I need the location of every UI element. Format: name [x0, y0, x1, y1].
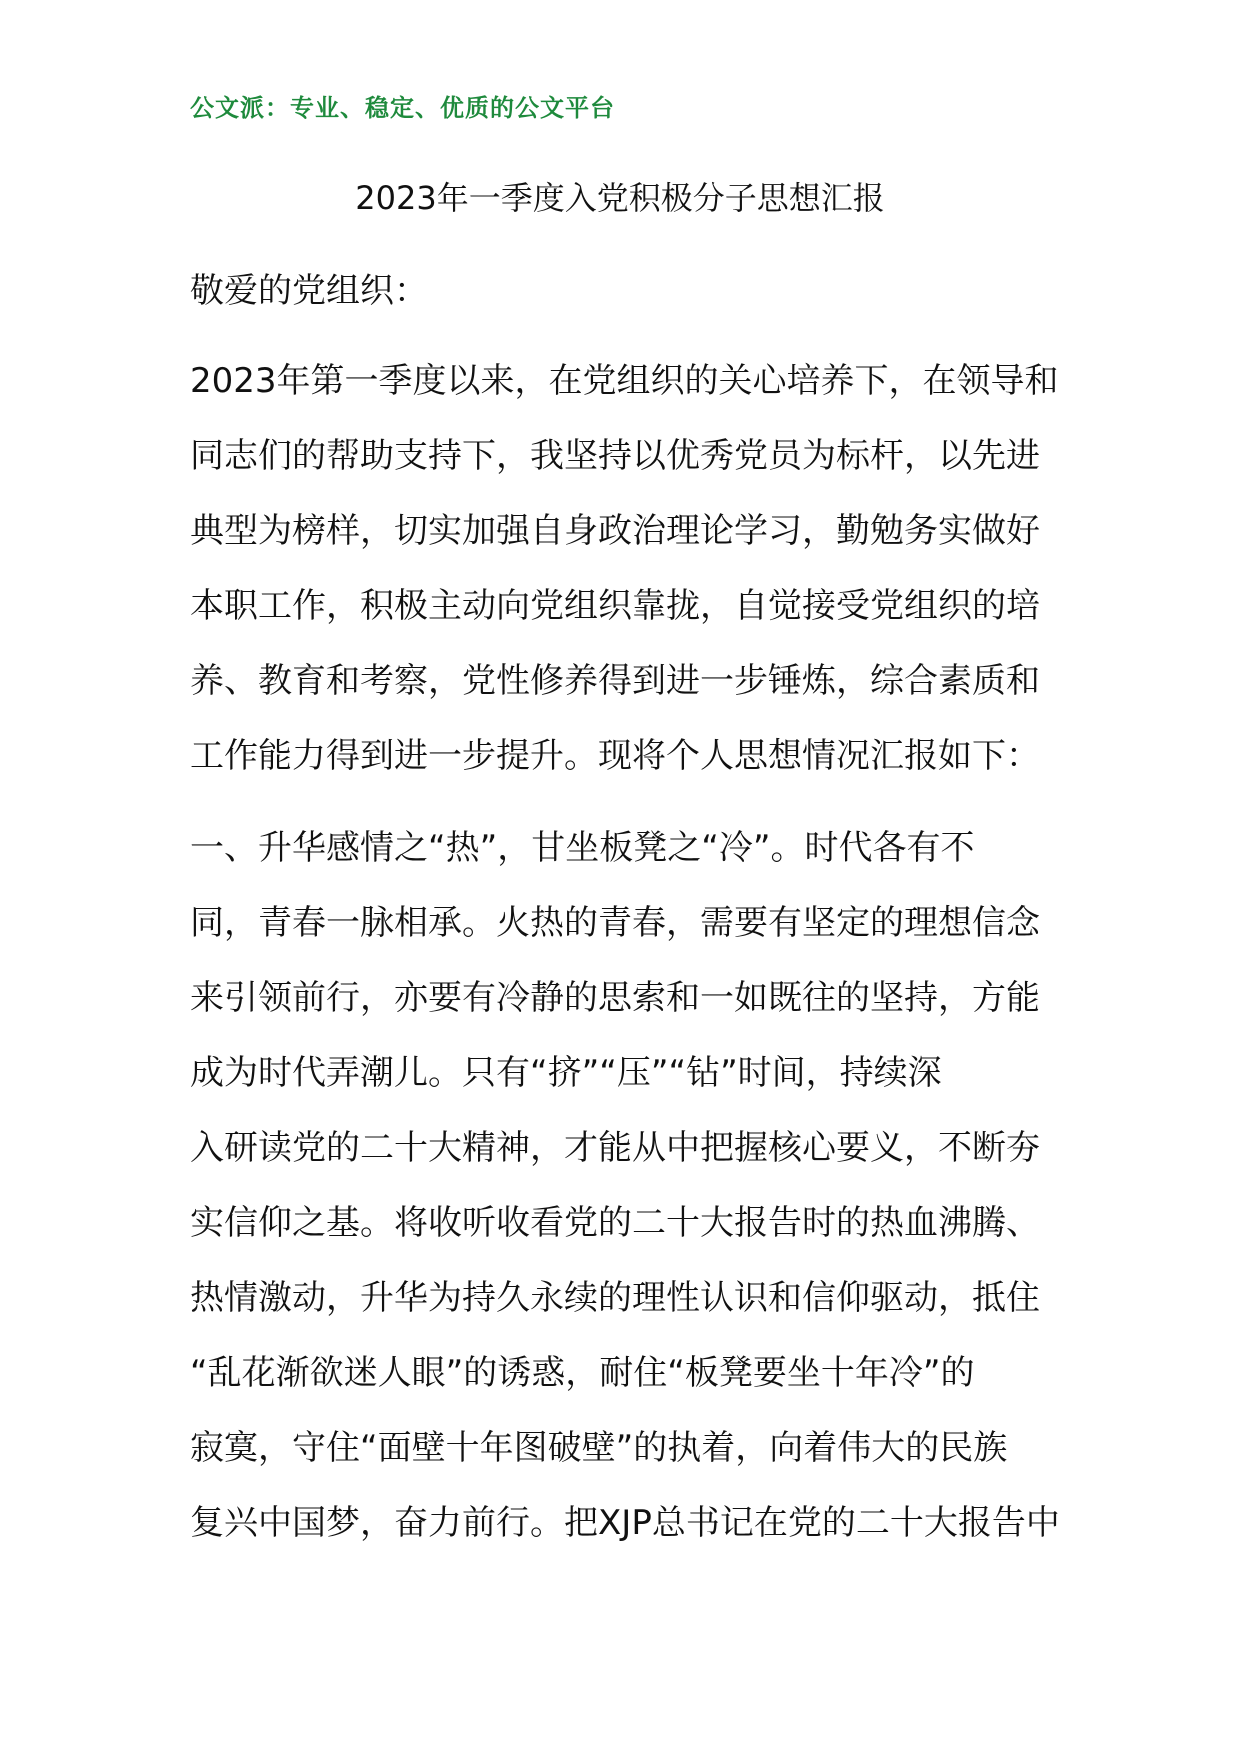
- salutation: 敬爱的党组织：: [190, 271, 428, 311]
- body-line: 工作能力得到进一步提升。现将个人思想情况汇报如下：: [190, 736, 1040, 776]
- body-line: 本职工作，积极主动向党组织靠拢，自觉接受党组织的培: [190, 586, 1040, 626]
- body-line: 养、教育和考察，党性修养得到进一步锤炼，综合素质和: [190, 661, 1040, 701]
- body-line: “乱花渐欲迷人眼”的诱惑，耐住“板凳要坐十年冷”的: [190, 1353, 975, 1393]
- section-heading-line: 一、升华感情之“热”，甘坐板凳之“冷”。时代各有不: [190, 828, 975, 868]
- body-line: 实信仰之基。将收听收看党的二十大报告时的热血沸腾、: [190, 1203, 1040, 1243]
- document-body: [190, 356, 1060, 1573]
- document-title: 2023年一季度入党积极分子思想汇报: [355, 179, 885, 217]
- body-line: 复兴中国梦，奋力前行。把XJP总书记在党的二十大报告中: [190, 1503, 1060, 1543]
- body-line: 典型为榜样，切实加强自身政治理论学习，勤勉务实做好: [190, 511, 1040, 551]
- body-line: 同志们的帮助支持下，我坚持以优秀党员为标杆，以先进: [190, 436, 1040, 476]
- body-line: 热情激动，升华为持久永续的理性认识和信仰驱动，抵住: [190, 1278, 1040, 1318]
- body-line: 寂寞，守住“面壁十年图破壁”的执着，向着伟大的民族: [190, 1428, 1008, 1468]
- body-line: 来引领前行，亦要有冷静的思索和一如既往的坚持，方能: [190, 978, 1040, 1018]
- platform-header-note: 公文派：专业、稳定、优质的公文平台: [190, 94, 615, 122]
- body-line: 成为时代弄潮儿。只有“挤”“压”“钻”时间，持续深: [190, 1053, 942, 1093]
- body-line: 同，青春一脉相承。火热的青春，需要有坚定的理想信念: [190, 903, 1040, 943]
- body-line: 2023年第一季度以来，在党组织的关心培养下，在领导和: [190, 361, 1059, 401]
- body-line: 入研读党的二十大精神，才能从中把握核心要义，不断夯: [190, 1128, 1040, 1168]
